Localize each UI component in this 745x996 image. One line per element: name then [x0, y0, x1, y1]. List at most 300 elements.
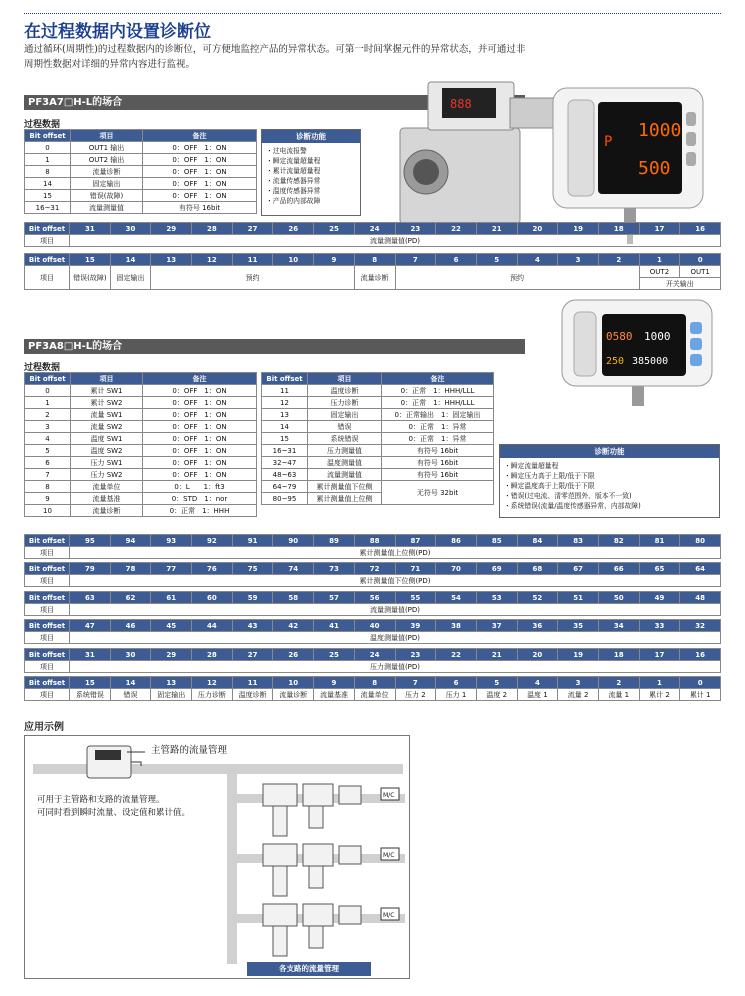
- table-cell: 项目: [25, 632, 70, 644]
- table-cell: 11: [232, 254, 273, 266]
- table-cell: 4: [517, 254, 558, 266]
- table-cell: 70: [436, 563, 477, 575]
- table-cell: 19: [558, 223, 599, 235]
- table-cell: 项目: [25, 689, 70, 701]
- table-cell: 固定输出: [308, 409, 382, 421]
- table-cell: 5: [476, 677, 517, 689]
- table-row: [25, 421, 257, 433]
- table-cell: 85: [476, 535, 517, 547]
- table-cell: 流量 SW1: [71, 409, 143, 421]
- diag-title: 诊断功能: [262, 130, 360, 143]
- table-cell: 78: [110, 563, 151, 575]
- table-cell: 项目: [25, 604, 70, 616]
- table-cell: 41: [314, 620, 355, 632]
- mc-label-2: M/C: [383, 852, 395, 859]
- table-cell: 86: [436, 535, 477, 547]
- table-cell: 14: [25, 178, 71, 190]
- table-cell: 累计 2: [639, 689, 680, 701]
- table-cell: 12: [262, 397, 308, 409]
- table-cell: 2: [598, 677, 639, 689]
- section2-bit-table: [24, 534, 721, 559]
- table-cell: 19: [558, 649, 599, 661]
- table-cell: 11: [232, 677, 273, 689]
- table-cell: 60: [192, 592, 233, 604]
- table-cell: 53: [476, 592, 517, 604]
- device2-display-c: 250: [606, 356, 625, 367]
- application-description-2: 可同时看到瞬时流量、设定值和累计值。: [37, 808, 191, 818]
- table-cell: 50: [598, 592, 639, 604]
- col-header: Bit offset: [25, 373, 71, 385]
- table-cell: 46: [110, 620, 151, 632]
- application-diagram: [24, 735, 410, 979]
- table-cell: 35: [558, 620, 599, 632]
- table-cell: 61: [151, 592, 192, 604]
- table-row: [25, 154, 257, 166]
- table-cell: 温度测量值(PD): [70, 632, 721, 644]
- table-cell: 压力 SW1: [71, 457, 143, 469]
- table-cell: 14: [262, 421, 308, 433]
- application-description-1: 可用于主管路和支路的流量管理。: [37, 795, 165, 805]
- section2-bit-table: [24, 562, 721, 587]
- table-cell: 38: [436, 620, 477, 632]
- table-cell: 5: [476, 254, 517, 266]
- table-cell: 54: [436, 592, 477, 604]
- diag-title: 诊断功能: [500, 445, 719, 458]
- table-cell: 0：OFF 1：ON: [143, 469, 257, 481]
- table-cell: 59: [232, 592, 273, 604]
- table-cell: 0：STD 1：nor: [143, 493, 257, 505]
- table-cell: 75: [232, 563, 273, 575]
- table-row: [25, 604, 721, 616]
- table-cell: 83: [558, 535, 599, 547]
- mc-label-3: M/C: [383, 912, 395, 919]
- table-cell: 流量 SW2: [71, 421, 143, 433]
- table-cell: 48~63: [262, 469, 308, 481]
- table-cell: 压力诊断: [308, 397, 382, 409]
- table-row: [25, 505, 257, 517]
- table-cell: 49: [639, 592, 680, 604]
- section2-sub-label: 过程数据: [24, 363, 61, 373]
- device1-display-top: 1000: [638, 120, 682, 141]
- table-row: [262, 457, 494, 469]
- table-cell: 16~31: [262, 445, 308, 457]
- table-cell: 80~95: [262, 493, 308, 505]
- table-row: [25, 689, 721, 701]
- table-cell: 有符号 16bit: [382, 445, 494, 457]
- table-cell: 58: [273, 592, 314, 604]
- section1-bit-table-high: [24, 222, 721, 247]
- section1-bit-table-low: [24, 253, 721, 290]
- section2-bit-table: [24, 591, 721, 616]
- device1-display-bottom: 500: [638, 158, 671, 179]
- table-cell: 11: [262, 385, 308, 397]
- table-cell: 0：OFF 1：ON: [143, 385, 257, 397]
- section2-title: PF3A8□H-L的场合: [28, 341, 123, 352]
- col-header: Bit offset: [25, 130, 71, 142]
- table-cell: 4: [25, 433, 71, 445]
- table-cell: 32~47: [262, 457, 308, 469]
- table-cell: 23: [395, 649, 436, 661]
- table-cell: 固定输出: [151, 689, 192, 701]
- table-cell: 63: [70, 592, 111, 604]
- table-row: [25, 592, 721, 604]
- table-cell: 8: [354, 677, 395, 689]
- table-cell: Bit offset: [25, 563, 70, 575]
- table-row: [25, 190, 257, 202]
- table-cell: 55: [395, 592, 436, 604]
- table-cell: 2: [25, 409, 71, 421]
- intro-paragraph: 通过循环(周期性)的过程数据内的诊断位，可方便地监控产品的异常状态。可第一时间掌握元件的异常状态，并可通过非周期性数据对详细的异常内容进行监视。: [24, 44, 526, 70]
- table-cell: 流量测量值(PD): [70, 235, 721, 247]
- table-cell: 16: [680, 649, 721, 661]
- device2-display-b: 1000: [644, 330, 671, 343]
- diag-item: ・累计流量超量程: [266, 167, 321, 175]
- table-cell: Bit offset: [25, 592, 70, 604]
- table-cell: 流量 2: [558, 689, 599, 701]
- table-cell: 80: [680, 535, 721, 547]
- table-cell: 0：OFF 1：ON: [143, 397, 257, 409]
- table-cell: 项目: [25, 266, 70, 290]
- table-cell: 项目: [25, 575, 70, 587]
- table-cell: 项目: [25, 547, 70, 559]
- table-cell: 64~79: [262, 481, 308, 493]
- table-cell: 流量诊断: [71, 505, 143, 517]
- table-cell: 预约: [395, 266, 639, 290]
- diag-item: ・过电流报警: [266, 147, 307, 155]
- table-cell: 76: [192, 563, 233, 575]
- table-row: [262, 409, 494, 421]
- header-dotted-rule: [24, 13, 721, 14]
- table-cell: 流量基准: [314, 689, 355, 701]
- col-header: 备注: [143, 130, 257, 142]
- table-cell: 压力 2: [395, 689, 436, 701]
- table-cell: 71: [395, 563, 436, 575]
- table-cell: 固定输出: [110, 266, 151, 290]
- table-cell: 累计 1: [680, 689, 721, 701]
- table-cell: 13: [151, 254, 192, 266]
- table-cell: 15: [25, 190, 71, 202]
- table-cell: 流量 1: [598, 689, 639, 701]
- table-cell: 累计测量值上位侧: [308, 493, 382, 505]
- table-row: [25, 235, 721, 247]
- table-row: [262, 385, 494, 397]
- table-cell: 65: [639, 563, 680, 575]
- table-cell: 69: [476, 563, 517, 575]
- table-row: [25, 575, 721, 587]
- table-cell: 7: [395, 677, 436, 689]
- table-cell: 17: [639, 223, 680, 235]
- table-cell: 累计测量值下位侧(PD): [70, 575, 721, 587]
- table-row: [25, 385, 257, 397]
- table-cell: 42: [273, 620, 314, 632]
- table-cell: 79: [70, 563, 111, 575]
- table-cell: 37: [476, 620, 517, 632]
- table-cell: 1: [25, 154, 71, 166]
- table-cell: 5: [25, 445, 71, 457]
- table-cell: Bit offset: [25, 223, 70, 235]
- table-cell: 系统错误: [308, 433, 382, 445]
- table-cell: 36: [517, 620, 558, 632]
- table-cell: 88: [354, 535, 395, 547]
- device2-display-d: 385000: [632, 356, 669, 367]
- table-cell: 64: [680, 563, 721, 575]
- pipe-diagram: [25, 736, 409, 978]
- table-cell: 压力 1: [436, 689, 477, 701]
- table-cell: 累计 SW2: [71, 397, 143, 409]
- section2-diag-box: [499, 444, 720, 518]
- table-cell: 流量诊断: [354, 266, 395, 290]
- table-cell: 流量诊断: [273, 689, 314, 701]
- table-cell: 27: [232, 649, 273, 661]
- table-cell: 温度测量值: [308, 457, 382, 469]
- table-cell: 6: [436, 254, 477, 266]
- table-cell: 43: [232, 620, 273, 632]
- section2-bit-table: [24, 619, 721, 644]
- table-cell: 25: [314, 223, 355, 235]
- table-cell: 10: [25, 505, 71, 517]
- device2-display-a: 0580: [606, 330, 633, 343]
- table-cell: 累计测量值上位侧(PD): [70, 547, 721, 559]
- table-cell: 0：OFF 1：ON: [143, 433, 257, 445]
- table-cell: 0：正常 1：异常: [382, 433, 494, 445]
- table-cell: 压力诊断: [192, 689, 233, 701]
- table-cell: 21: [476, 223, 517, 235]
- table-cell: 压力 SW2: [71, 469, 143, 481]
- section1-title: PF3A7□H-L的场合: [28, 97, 123, 108]
- table-cell: OUT2: [639, 266, 680, 278]
- main-line-label: 主管路的流量管理: [151, 745, 228, 756]
- diag-item: ・流量传感器异常: [266, 177, 321, 185]
- table-cell: 34: [598, 620, 639, 632]
- table-row: [262, 445, 494, 457]
- table-row: [262, 421, 494, 433]
- table-cell: 20: [517, 649, 558, 661]
- table-cell: 66: [598, 563, 639, 575]
- svg-text:888: 888: [450, 97, 472, 111]
- table-cell: 0：OFF 1：ON: [143, 445, 257, 457]
- table-cell: 1: [639, 254, 680, 266]
- section2-bit-table: [24, 648, 721, 673]
- table-cell: 95: [70, 535, 111, 547]
- table-cell: 压力测量值: [308, 445, 382, 457]
- table-cell: 44: [192, 620, 233, 632]
- table-cell: 67: [558, 563, 599, 575]
- table-cell: 温度诊断: [308, 385, 382, 397]
- table-cell: 39: [395, 620, 436, 632]
- table-row: [25, 166, 257, 178]
- table-cell: 16: [680, 223, 721, 235]
- table-cell: 温度诊断: [232, 689, 273, 701]
- table-cell: 30: [110, 649, 151, 661]
- table-cell: 15: [70, 677, 111, 689]
- table-row: [25, 493, 257, 505]
- table-cell: 28: [192, 223, 233, 235]
- table-cell: 0：正常 1：异常: [382, 421, 494, 433]
- table-cell: 9: [314, 677, 355, 689]
- table-cell: 14: [110, 677, 151, 689]
- table-row: [262, 481, 494, 493]
- table-cell: 29: [151, 649, 192, 661]
- table-row: [262, 433, 494, 445]
- table-cell: 10: [273, 254, 314, 266]
- table-cell: 45: [151, 620, 192, 632]
- table-cell: Bit offset: [25, 535, 70, 547]
- table-cell: 温度 1: [517, 689, 558, 701]
- table-cell: 1: [25, 397, 71, 409]
- table-cell: 48: [680, 592, 721, 604]
- table-row: [25, 661, 721, 673]
- table-cell: 2: [598, 254, 639, 266]
- table-cell: 24: [354, 223, 395, 235]
- table-cell: 18: [598, 223, 639, 235]
- mc-label-1: M/C: [383, 792, 395, 799]
- table-cell: 流量诊断: [71, 166, 143, 178]
- table-cell: 9: [25, 493, 71, 505]
- diag-item: ・温度传感器异常: [266, 187, 321, 195]
- table-cell: 0: [680, 677, 721, 689]
- table-cell: 9: [314, 254, 355, 266]
- table-cell: 89: [314, 535, 355, 547]
- table-row: [25, 563, 721, 575]
- page-title: 在过程数据内设置诊断位: [24, 22, 211, 42]
- table-cell: 12: [192, 254, 233, 266]
- table-row: [25, 178, 257, 190]
- table-cell: 6: [436, 677, 477, 689]
- table-cell: 有符号 16bit: [382, 457, 494, 469]
- table-cell: 24: [354, 649, 395, 661]
- table-cell: 87: [395, 535, 436, 547]
- table-cell: 0：正常 1：HHH/LLL: [382, 397, 494, 409]
- table-cell: 56: [354, 592, 395, 604]
- table-cell: 16~31: [25, 202, 71, 214]
- table-cell: 温度 SW1: [71, 433, 143, 445]
- table-cell: 流量基准: [71, 493, 143, 505]
- table-cell: 29: [151, 223, 192, 235]
- col-header: 项目: [71, 373, 143, 385]
- table-cell: 77: [151, 563, 192, 575]
- table-cell: Bit offset: [25, 677, 70, 689]
- diag-item: ・瞬定流量超量程: [504, 462, 559, 470]
- table-cell: 0：OFF 1：ON: [143, 190, 257, 202]
- table-cell: 流量单位: [354, 689, 395, 701]
- table-cell: 15: [70, 254, 111, 266]
- table-row: [25, 620, 721, 632]
- table-cell: 错误: [308, 421, 382, 433]
- table-row: [25, 433, 257, 445]
- flow-switch-illustration: [398, 68, 716, 244]
- table-cell: 90: [273, 535, 314, 547]
- table-cell: 27: [232, 223, 273, 235]
- col-header: Bit offset: [262, 373, 308, 385]
- flow-switch-illustration-2: [558, 292, 718, 412]
- table-cell: 68: [517, 563, 558, 575]
- table-cell: 累计 SW1: [71, 385, 143, 397]
- table-cell: 0：OFF 1：ON: [143, 421, 257, 433]
- table-cell: 31: [70, 223, 111, 235]
- table-cell: 17: [639, 649, 680, 661]
- table-cell: Bit offset: [25, 254, 70, 266]
- table-cell: 3: [25, 421, 71, 433]
- table-cell: 23: [395, 223, 436, 235]
- section1-diag-box: [261, 129, 361, 216]
- table-cell: 15: [262, 433, 308, 445]
- table-cell: 无符号 32bit: [382, 481, 494, 505]
- section1-process-table: [24, 129, 257, 214]
- section2-process-table-left: [24, 372, 257, 517]
- table-cell: 81: [639, 535, 680, 547]
- table-cell: 4: [517, 677, 558, 689]
- col-header: 项目: [71, 130, 143, 142]
- table-cell: 74: [273, 563, 314, 575]
- table-row: [25, 266, 721, 278]
- table-cell: 温度 SW2: [71, 445, 143, 457]
- table-cell: 7: [395, 254, 436, 266]
- table-cell: 40: [354, 620, 395, 632]
- table-row: [25, 142, 257, 154]
- table-cell: 3: [558, 677, 599, 689]
- table-row: [25, 202, 257, 214]
- table-cell: 7: [25, 469, 71, 481]
- table-cell: 62: [110, 592, 151, 604]
- table-cell: 0: [680, 254, 721, 266]
- diag-item: ・瞬定压力高于上限/低于下限: [504, 472, 595, 480]
- table-cell: 项目: [25, 661, 70, 673]
- section1-sub-label: 过程数据: [24, 120, 61, 130]
- table-row: [25, 535, 721, 547]
- table-cell: 18: [598, 649, 639, 661]
- table-row: [25, 223, 721, 235]
- table-cell: 92: [192, 535, 233, 547]
- table-cell: 流量测量值: [308, 469, 382, 481]
- col-header: 项目: [308, 373, 382, 385]
- table-cell: 91: [232, 535, 273, 547]
- table-cell: 26: [273, 223, 314, 235]
- table-cell: 8: [25, 166, 71, 178]
- table-cell: 0：OFF 1：ON: [143, 142, 257, 154]
- table-cell: 0: [25, 385, 71, 397]
- col-header: 备注: [382, 373, 494, 385]
- table-row: [25, 457, 257, 469]
- table-cell: 1: [639, 677, 680, 689]
- table-cell: 预约: [151, 266, 354, 290]
- table-row: [25, 397, 257, 409]
- table-cell: OUT1: [680, 266, 721, 278]
- table-cell: OUT2 输出: [71, 154, 143, 166]
- table-cell: 73: [314, 563, 355, 575]
- table-cell: 0：OFF 1：ON: [143, 409, 257, 421]
- table-cell: 0：OFF 1：ON: [143, 166, 257, 178]
- svg-text:P: P: [604, 134, 613, 150]
- table-cell: 错误(故障): [71, 190, 143, 202]
- diag-item: ・系统错误(流量/温度传感器异常、内部故障): [504, 502, 641, 510]
- table-cell: 72: [354, 563, 395, 575]
- table-cell: 流量单位: [71, 481, 143, 493]
- table-cell: 13: [262, 409, 308, 421]
- table-cell: 错误: [110, 689, 151, 701]
- diag-item: ・瞬定流量超量程: [266, 157, 321, 165]
- table-cell: 21: [476, 649, 517, 661]
- table-row: [25, 254, 721, 266]
- table-cell: 57: [314, 592, 355, 604]
- table-cell: 系统错误: [70, 689, 111, 701]
- table-cell: 温度 2: [476, 689, 517, 701]
- table-cell: 0：OFF 1：ON: [143, 154, 257, 166]
- table-row: [262, 397, 494, 409]
- table-cell: 13: [151, 677, 192, 689]
- table-cell: 流量测量值: [71, 202, 143, 214]
- table-cell: 项目: [25, 235, 70, 247]
- table-cell: 3: [558, 254, 599, 266]
